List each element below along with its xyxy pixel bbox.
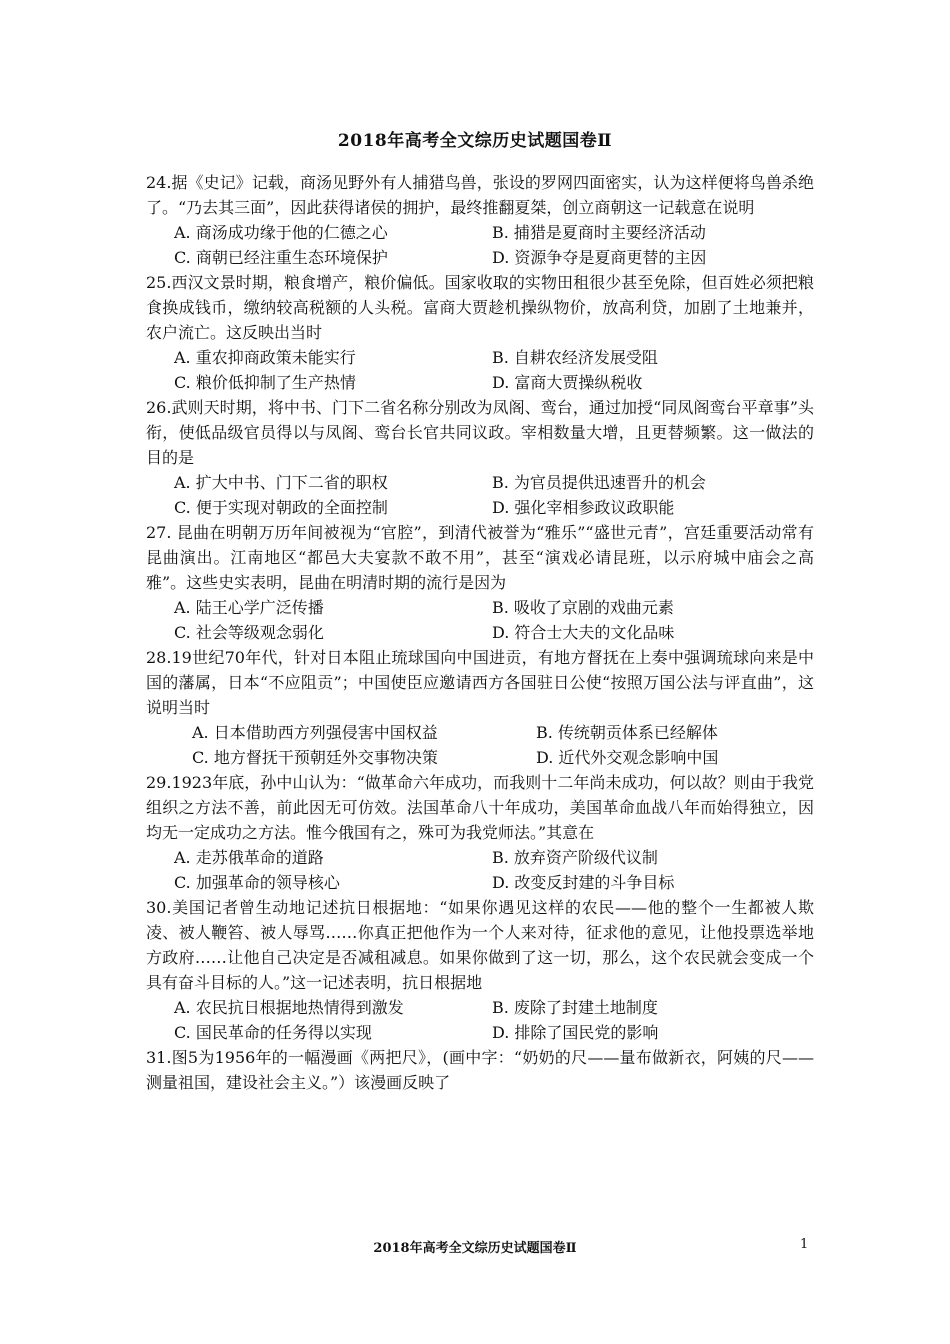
option-a: A. 扩大中书、门下二省的职权 xyxy=(174,473,388,492)
question-stem: 29.1923年底，孙中山认为：“做革命六年成功，而我则十二年尚未成功，何以故？则由于我党组织之方法不善，前此因无可仿效。法国革命八十年成功，美国革命血战八年而始得独立，因均无一定成功之方法。惟今俄国有之，殊可为我党师法。”其意在 xyxy=(146,773,814,842)
option-b: B. 放弃资产阶级代议制 xyxy=(492,848,658,867)
option-d: D. 强化宰相参政议政职能 xyxy=(492,498,675,517)
option-c: C. 社会等级观念弱化 xyxy=(174,623,324,642)
option-c: C. 地方督抚干预朝廷外交事物决策 xyxy=(192,748,438,767)
option-d: D. 排除了国民党的影响 xyxy=(492,1023,659,1042)
option-a: A. 商汤成功缘于他的仁德之心 xyxy=(174,223,388,242)
question-stem: 28.19世纪70年代，针对日本阻止琉球国向中国进贡，有地方督抚在上奏中强调琉球向来是中国的藩属，日本“不应阻贡”；中国使臣应邀请西方各国驻日公使“按照万国公法与评直曲”，这说明当时 xyxy=(146,648,814,717)
option-c: C. 加强革命的领导核心 xyxy=(174,873,340,892)
question-31 xyxy=(146,1045,814,1095)
option-a: A. 农民抗日根据地热情得到激发 xyxy=(174,998,404,1017)
question-list xyxy=(146,170,814,1095)
option-a: A. 陆王心学广泛传播 xyxy=(174,598,324,617)
question-29 xyxy=(146,770,814,895)
option-b: B. 捕猎是夏商时主要经济活动 xyxy=(492,223,706,242)
option-a: A. 重农抑商政策未能实行 xyxy=(174,348,356,367)
question-stem: 25.西汉文景时期，粮食增产，粮价偏低。国家收取的实物田租很少甚至免除，但百姓必须把粮食换成钱币，缴纳较高税额的人头税。富商大贾趁机操纵物价，放高利贷，加剧了土地兼并，农户流亡。这反映出当时 xyxy=(146,273,814,342)
option-b: B. 自耕农经济发展受阻 xyxy=(492,348,658,367)
question-stem: 31.图5为1956年的一幅漫画《两把尺》，(画中字：“奶奶的尺——量布做新衣，阿姨的尺——测量祖国，建设社会主义。”）该漫画反映了 xyxy=(146,1048,814,1092)
option-b: B. 传统朝贡体系已经解体 xyxy=(536,723,718,742)
option-b: B. 吸收了京剧的戏曲元素 xyxy=(492,598,674,617)
option-c: C. 国民革命的任务得以实现 xyxy=(174,1023,372,1042)
question-stem: 26.武则天时期，将中书、门下二省名称分别改为凤阁、鸾台，通过加授“同凤阁鸾台平章事”头衔，使低品级官员得以与凤阁、鸾台长官共同议政。宰相数量大增，且更替频繁。这一做法的目的是 xyxy=(146,398,814,467)
option-c: C. 便于实现对朝政的全面控制 xyxy=(174,498,388,517)
question-26 xyxy=(146,395,814,520)
question-stem: 24.据《史记》记载，商汤见野外有人捕猎鸟兽，张设的罗网四面密实，认为这样便将鸟兽杀绝了。“乃去其三面”，因此获得诸侯的拥护，最终推翻夏桀，创立商朝这一记载意在说明 xyxy=(146,173,814,217)
option-d: D. 符合士大夫的文化品味 xyxy=(492,623,675,642)
question-28 xyxy=(146,645,814,770)
page-footer: 2018年高考全文综历史试题国卷Ⅱ xyxy=(373,1241,577,1256)
option-d: D. 改变反封建的斗争目标 xyxy=(492,873,675,892)
question-25 xyxy=(146,270,814,395)
option-c: C. 商朝已经注重生态环境保护 xyxy=(174,248,388,267)
question-27 xyxy=(146,520,814,645)
option-a: A. 日本借助西方列强侵害中国权益 xyxy=(192,723,438,742)
question-stem: 30.美国记者曾生动地记述抗日根据地：“如果你遇见这样的农民——他的整个一生都被人欺凌、被人鞭笞、被人辱骂……你真正把他作为一个人来对待，征求他的意见，让他投票选举地方政府……让他自己决定是否减租减息。如果你做到了这一切，那么，这个农民就会变成一个具有奋斗目标的人。”这一记述表明，抗日根据地 xyxy=(146,898,814,992)
option-d: D. 资源争夺是夏商更替的主因 xyxy=(492,248,707,267)
question-stem: 27. 昆曲在明朝万历年间被视为“官腔”，到清代被誉为“雅乐”“盛世元青”，宫廷重要活动常有昆曲演出。江南地区“都邑大夫宴款不敢不用”，甚至“演戏必请昆班，以示府城中庙会之高雅”。这些史实表明，昆曲在明清时期的流行是因为 xyxy=(146,523,814,592)
option-c: C. 粮价低抑制了生产热情 xyxy=(174,373,356,392)
option-d: D. 近代外交观念影响中国 xyxy=(536,748,719,767)
option-b: B. 废除了封建土地制度 xyxy=(492,998,658,1017)
question-30 xyxy=(146,895,814,1045)
option-d: D. 富商大贾操纵税收 xyxy=(492,373,643,392)
question-24 xyxy=(146,170,814,270)
page-title: 2018年高考全文综历史试题国卷Ⅱ xyxy=(337,131,613,151)
option-b: B. 为官员提供迅速晋升的机会 xyxy=(492,473,706,492)
page-number: 1 xyxy=(800,1237,809,1252)
option-a: A. 走苏俄革命的道路 xyxy=(174,848,324,867)
